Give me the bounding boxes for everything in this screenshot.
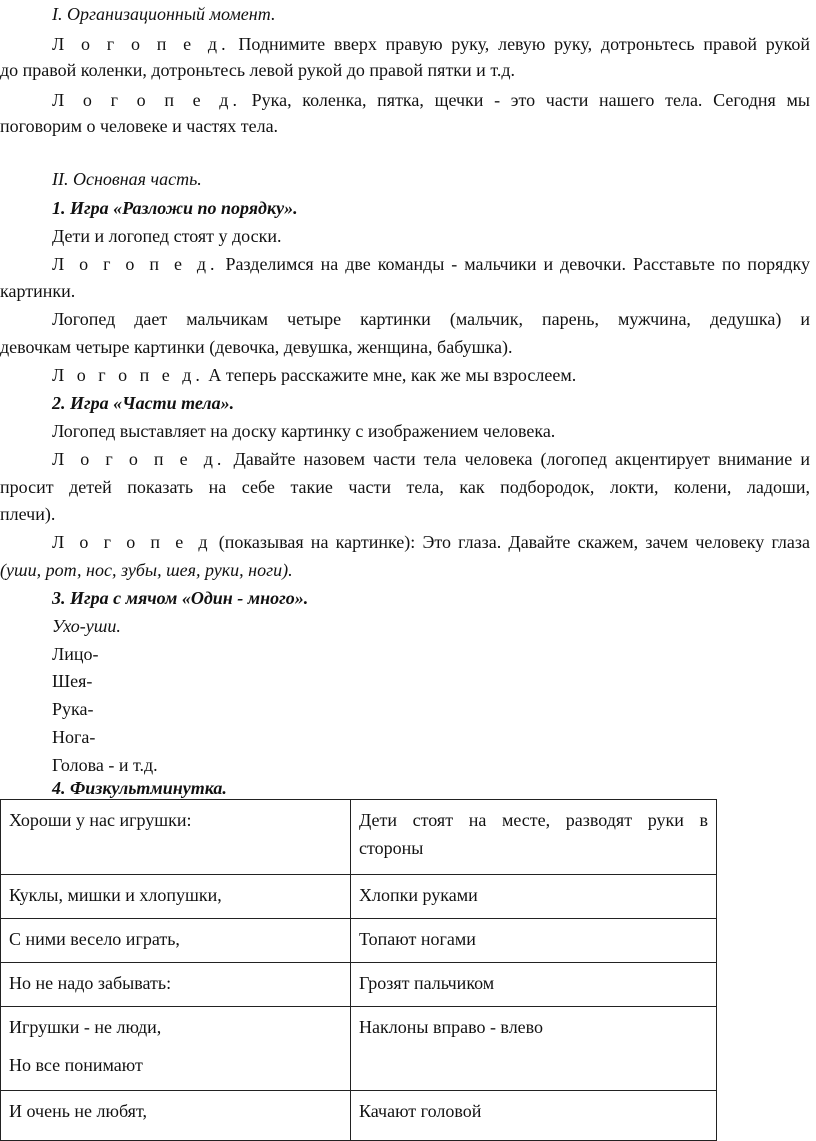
game-4-title: 4. Физкультминутка.: [52, 778, 227, 798]
game-1-line-1: Дети и логопед стоят у доски.: [52, 226, 282, 246]
table-row: [1, 1091, 717, 1141]
table-cell-right: Грозят пальчиком: [351, 963, 717, 1007]
game-2-line-3: просит детей показать на себе такие части тела, как подбородок, локти, колени, ладоши,: [0, 477, 810, 497]
paragraph-2-line-1: [52, 86, 810, 114]
table-row: [1, 875, 717, 919]
table-cell-right: Дети стоят на месте, разводят руки в стороны: [351, 800, 717, 875]
table-cell-left: Но не надо забывать:: [1, 963, 351, 1007]
game-2-line-1: Логопед выставляет на доску картинку с изображением человека.: [52, 421, 556, 441]
speaker-label: Л о г о п е д.: [52, 449, 226, 469]
table-cell-left: Куклы, мишки и хлопушки,: [1, 875, 351, 919]
paragraph-text: (показывая на картинке): Это глаза. Давайте скажем, зачем человеку глаза: [218, 532, 811, 552]
game-3-item: Шея-: [52, 671, 93, 691]
game-3-item: Голова - и т.д.: [52, 755, 158, 775]
game-2-line-6: (уши, рот, нос, зубы, шея, руки, ноги).: [0, 560, 293, 580]
table-row: [1, 1007, 717, 1091]
game-1-title: 1. Игра «Разложи по порядку».: [52, 198, 298, 218]
game-1-line-6: [52, 361, 810, 389]
table-row: [1, 963, 717, 1007]
paragraph-2-line-2: поговорим о человеке и частях тела.: [0, 116, 279, 136]
game-1-line-3: картинки.: [0, 281, 76, 301]
game-1-line-2: [52, 250, 810, 278]
table-row: [1, 919, 717, 963]
game-3-title: 3. Игра с мячом «Один - много».: [52, 588, 309, 608]
exercise-table: [0, 799, 717, 1141]
game-3-item: Рука-: [52, 699, 94, 719]
table-cell-left: С ними весело играть,: [1, 919, 351, 963]
game-2-line-2: [52, 445, 810, 473]
game-1-line-4: Логопед дает мальчикам четыре картинки (мальчик, парень, мужчина, дедушка) и: [52, 309, 810, 329]
speaker-label: Л о г о п е д: [52, 532, 212, 552]
speaker-label: Л о г о п е д.: [52, 254, 219, 274]
paragraph-text: Разделимся на две команды - мальчики и девочки. Расставьте по порядку: [225, 254, 810, 274]
game-2-line-5: [52, 528, 810, 556]
game-3-item: Лицо-: [52, 644, 99, 664]
table-cell-left: Хороши у нас игрушки:: [1, 800, 351, 875]
game-1-line-5: девочкам четыре картинки (девочка, девушка, женщина, бабушка).: [0, 337, 513, 357]
table-cell-right: Наклоны вправо - влево: [351, 1007, 717, 1091]
game-3-item: Нога-: [52, 727, 96, 747]
speaker-label: Л о г о п е д.: [52, 90, 241, 110]
table-cell-right: Топают ногами: [351, 919, 717, 963]
table-cell-right: Качают головой: [351, 1091, 717, 1141]
speaker-label: Л о г о п е д.: [52, 34, 230, 54]
table-cell-right: Хлопки руками: [351, 875, 717, 919]
game-2-line-4: плечи).: [0, 504, 56, 524]
section-1-heading: I. Организационный момент.: [52, 4, 276, 24]
section-2-heading: II. Основная часть.: [52, 169, 202, 189]
table-cell-left: Игрушки - не люди, Но все понимают: [1, 1007, 351, 1091]
paragraph-1-line-1: [52, 30, 810, 58]
paragraph-text: Рука, коленка, пятка, щечки - это части нашего тела. Сегодня мы: [251, 90, 810, 110]
speaker-label: Л о г о п е д.: [52, 365, 204, 385]
game-3-item: Ухо-уши.: [52, 616, 121, 636]
paragraph-text: А теперь расскажите мне, как же мы взрослеем.: [208, 365, 577, 385]
game-2-title: 2. Игра «Части тела».: [52, 393, 235, 413]
paragraph-1-line-2: до правой коленки, дотроньтесь левой рукой до правой пятки и т.д.: [0, 60, 515, 80]
table-cell-left: И очень не любят,: [1, 1091, 351, 1141]
table-row: [1, 800, 717, 875]
paragraph-text: Давайте назовем части тела человека (логопед акцентирует внимание и: [233, 449, 811, 469]
paragraph-text: Поднимите вверх правую руку, левую руку, дотроньтесь правой рукой: [238, 34, 810, 54]
